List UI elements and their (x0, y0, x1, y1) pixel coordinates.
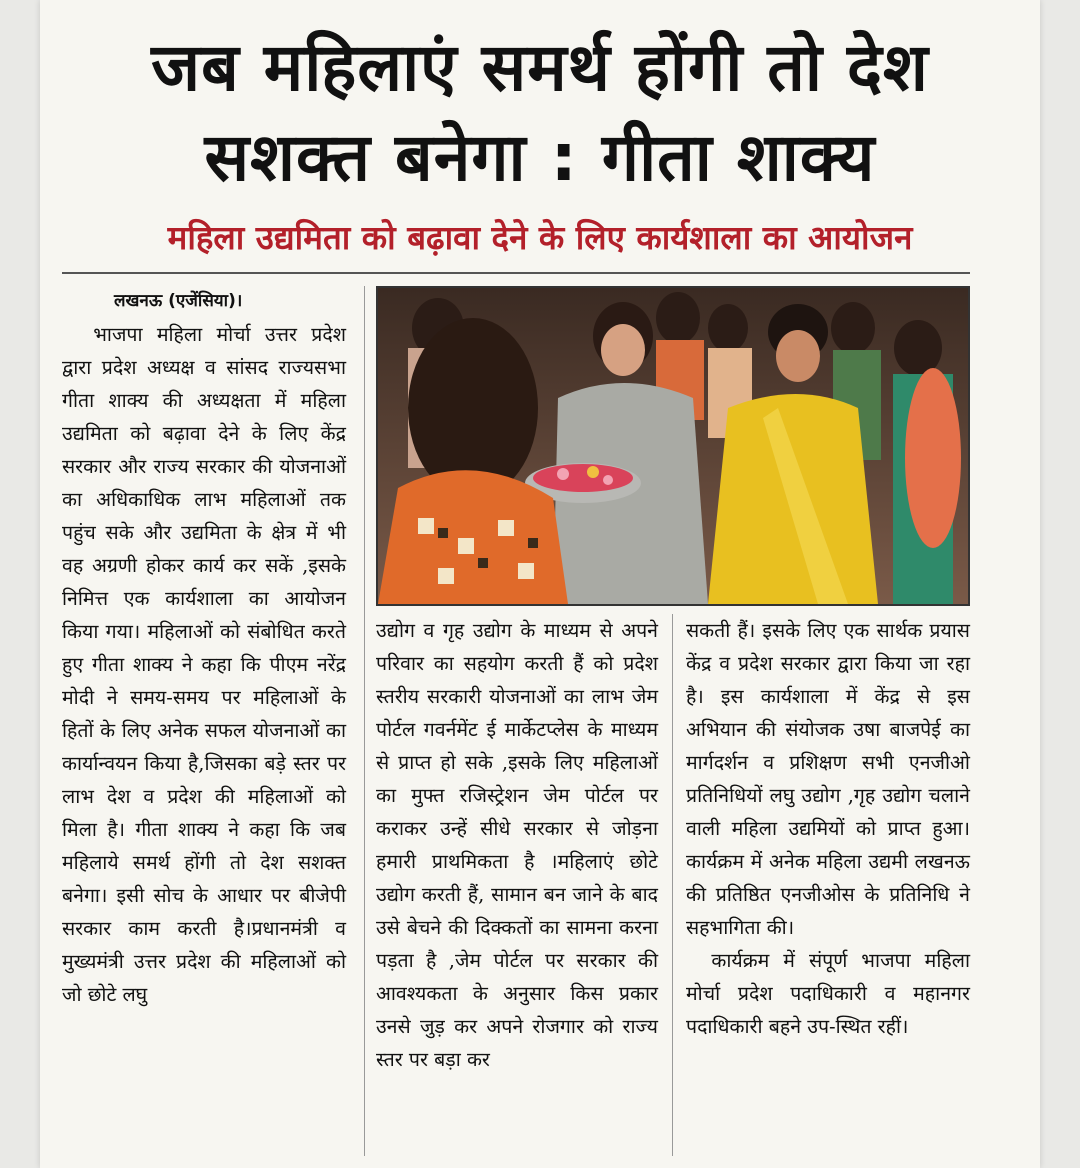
headline-line-1: जब महिलाएं समर्थ होंगी तो देश (151, 29, 929, 106)
column-3-paragraph-1: सकती हैं। इसके लिए एक सार्थक प्रयास केंद्र व प्रदेश सरकार द्वारा किया जा रहा है। इस कार्यशाला में केंद्र से इस अभियान की संयोजक उषा बाजपेई का मार्गदर्शन व प्रशिक्षण सभी एनजीओ प्रतिनिधियों लघु उद्योग ,गृह उद्योग चलाने वाली महिला उद्यमियों को प्राप्त हुआ। कार्यक्रम में अनेक महिला उद्यमी लखनऊ की प्रतिष्ठित एनजीओस के प्रतिनिधि ने सहभागिता की। (686, 619, 970, 939)
subheadline: महिला उद्यमिता को बढ़ावा देने के लिए कार्यशाला का आयोजन (167, 218, 913, 257)
headline-rule (62, 272, 970, 274)
article-column-2 (376, 614, 658, 1076)
news-photo (376, 286, 970, 606)
photo-illustration (378, 288, 968, 604)
column-1-paragraph: भाजपा महिला मोर्चा उत्तर प्रदेश द्वारा प्रदेश अध्यक्ष व सांसद राज्यसभा गीता शाक्य की अध्यक्षता में महिला उद्यमिता को बढ़ावा देने के लिए केंद्र सरकार और राज्य सरकार की योजनाओं का अधिकाधिक लाभ महिलाओं तक पहुंच सके और उद्यमिता के क्षेत्र में भी वह अग्रणी होकर कार्य कर सकें ,इसके निमित्त एक कार्यशाला का आयोजन किया गया। महिलाओं को संबोधित करते हुए गीता शाक्य ने कहा कि पीएम नरेंद्र मोदी ने समय-समय पर महिलाओं के हितों के लिए अनेक सफल योजनाओं का कार्यान्वयन किया है,जिसका बड़े स्तर पर लाभ देश व प्रदेश की महिलाओं को मिला है। गीता शाक्य ने कहा कि जब महिलाये समर्थ होंगी तो देश सशक्त बनेगा। इसी सोच के आधार पर बीजेपी सरकार काम करती है।प्रधानमंत्री व मुख्यमंत्री उत्तर प्रदेश की महिलाओं को जो छोटे लघु (62, 323, 346, 1006)
headline-line-2: सशक्त बनेगा : गीता शाक्य (204, 119, 876, 196)
dateline: लखनऊ (एजेंसिया)। (114, 291, 243, 311)
column-3-paragraph-2: कार्यक्रम में संपूर्ण भाजपा महिला मोर्चा प्रदेश पदाधिकारी व महानगर पदाधिकारी बहने उप-स्थित रहीं। (686, 949, 970, 1038)
article-column-3 (686, 614, 970, 1043)
column-divider (672, 614, 673, 1156)
article-column-1 (62, 285, 346, 1011)
column-2-paragraph: उद्योग व गृह उद्योग के माध्यम से अपने परिवार का सहयोग करती हैं को प्रदेश स्तरीय सरकारी योजनाओं का लाभ जेम पोर्टल गवर्नमेंट ई मार्केटप्लेस के माध्यम से प्राप्त हो सके ,इसके लिए महिलाओं का मुफ्त रजिस्ट्रेशन जेम पोर्टल पर कराकर उन्हें सीधे सरकार से जोड़ना हमारी प्राथमिकता है ।महिलाएं छोटे उद्योग करती हैं, सामान बन जाने के बाद उसे बेचने की दिक्कतों का सामना करना पड़ता है ,जेम पोर्टल पर सरकार की आवश्यकता के अनुसार किस प्रकार उनसे जुड़ कर अपने रोजगार को राज्य स्तर पर बड़ा कर (376, 619, 658, 1071)
column-divider (364, 286, 365, 1156)
